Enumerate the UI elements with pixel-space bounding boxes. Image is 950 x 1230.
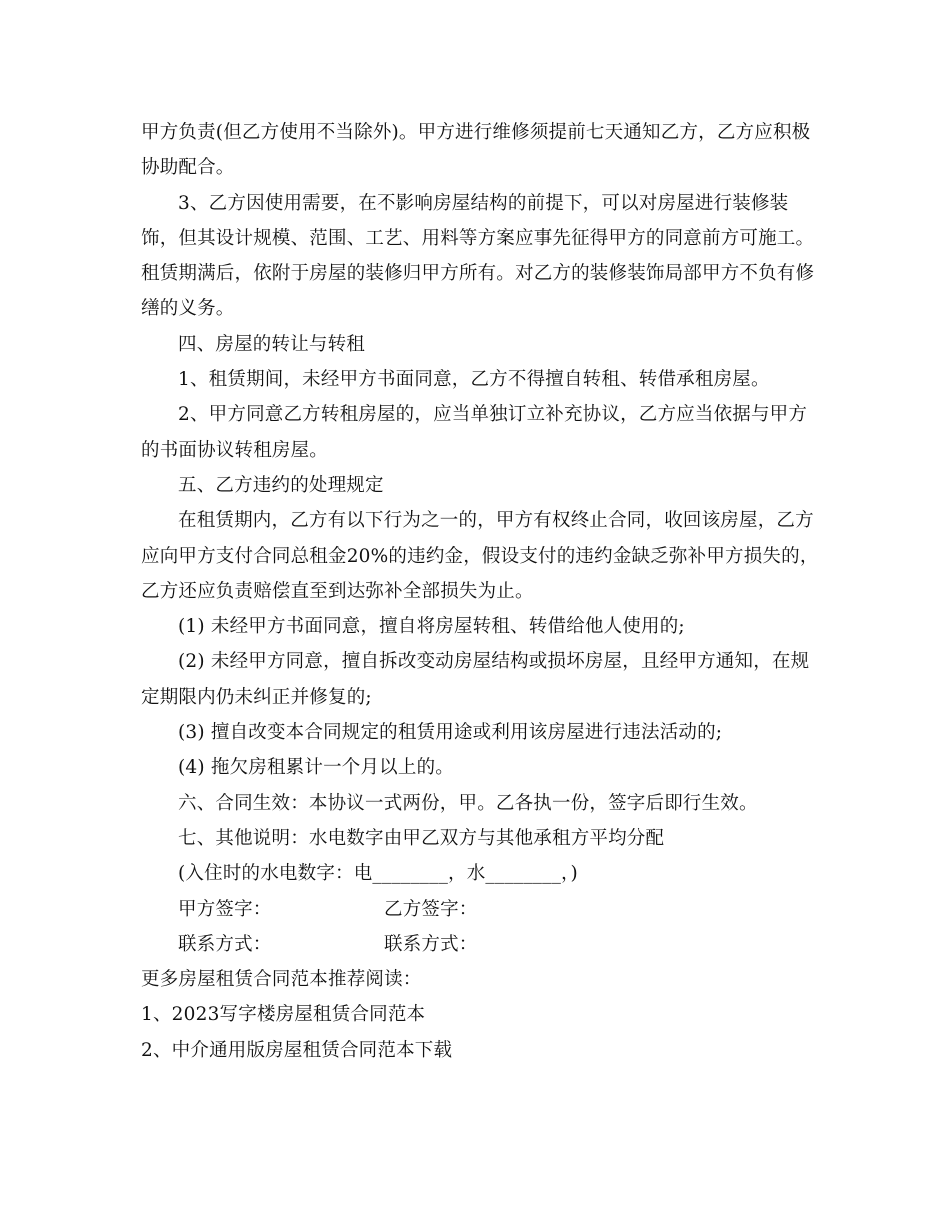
- section-heading: 四、房屋的转让与转租: [178, 333, 366, 355]
- paragraph-line: 租赁期满后，依附于房屋的装修归甲方所有。对乙方的装修装饰局部甲方不负有修: [141, 263, 815, 285]
- party-a-signature-label: 甲方签字：: [178, 898, 272, 920]
- paragraph-line: 2、甲方同意乙方转租房屋的，应当单独订立补充协议，乙方应当依据与甲方: [178, 404, 808, 426]
- party-a-contact-label: 联系方式：: [178, 933, 272, 955]
- paragraph-line: 1、租赁期间，未经甲方书面同意，乙方不得擅自转租、转借承租房屋。: [178, 369, 770, 391]
- party-b-contact-label: 联系方式：: [384, 933, 478, 955]
- paragraph-line: 缮的义务。: [141, 298, 235, 320]
- list-item: (1) 未经甲方书面同意，擅自将房屋转租、转借给他人使用的;: [178, 616, 685, 638]
- paragraph-line: 乙方还应负责赔偿直至到达弥补全部损失为止。: [141, 580, 534, 602]
- recommend-link-2: 2、中介通用版房屋租赁合同范本下载: [141, 1039, 453, 1061]
- list-item: (2) 未经甲方同意，擅自拆改变动房屋结构或损坏房屋，且经甲方通知，在规: [178, 651, 810, 673]
- paragraph-line: 3、乙方因使用需要，在不影响房屋结构的前提下，可以对房屋进行装修装: [178, 192, 789, 214]
- list-item: (3) 擅自改变本合同规定的租赁用途或利用该房屋进行违法活动的;: [178, 722, 723, 744]
- paragraph-line: 甲方负责(但乙方使用不当除外)。甲方进行维修须提前七天通知乙方，乙方应积极: [141, 122, 811, 143]
- recommend-link-1: 1、2023写字楼房屋租赁合同范本: [141, 1004, 426, 1026]
- paragraph-line: 应向甲方支付合同总租金20%的违约金，假设支付的违约金缺乏弥补甲方损失的，: [141, 545, 819, 567]
- section-heading: 七、其他说明：水电数字由甲乙双方与其他承租方平均分配: [178, 827, 665, 849]
- paragraph-line: 在租赁期内，乙方有以下行为之一的，甲方有权终止合同，收回该房屋，乙方: [178, 510, 814, 532]
- contact-row: [141, 927, 813, 962]
- party-b-signature-label: 乙方签字：: [384, 898, 478, 920]
- signature-row: [141, 892, 813, 927]
- paragraph-line: 的书面协议转租房屋。: [141, 439, 329, 461]
- contract-text: [141, 115, 819, 1068]
- paragraph-line: 协助配合。: [141, 157, 235, 179]
- paragraph-line: 饰，但其设计规模、范围、工艺、用料等方案应事先征得甲方的同意前方可施工。: [141, 227, 815, 249]
- paragraph-line: 定期限内仍未纠正并修复的;: [141, 686, 372, 708]
- meter-reading-line: (入住时的水电数字：电________，水________，): [178, 863, 578, 885]
- section-heading: 五、乙方违约的处理规定: [178, 474, 384, 496]
- recommend-heading: 更多房屋租赁合同范本推荐阅读：: [141, 969, 422, 991]
- list-item: (4) 拖欠房租累计一个月以上的。: [178, 757, 454, 779]
- section-heading: 六、合同生效：本协议一式两份，甲。乙各执一份，签字后即行生效。: [178, 792, 758, 814]
